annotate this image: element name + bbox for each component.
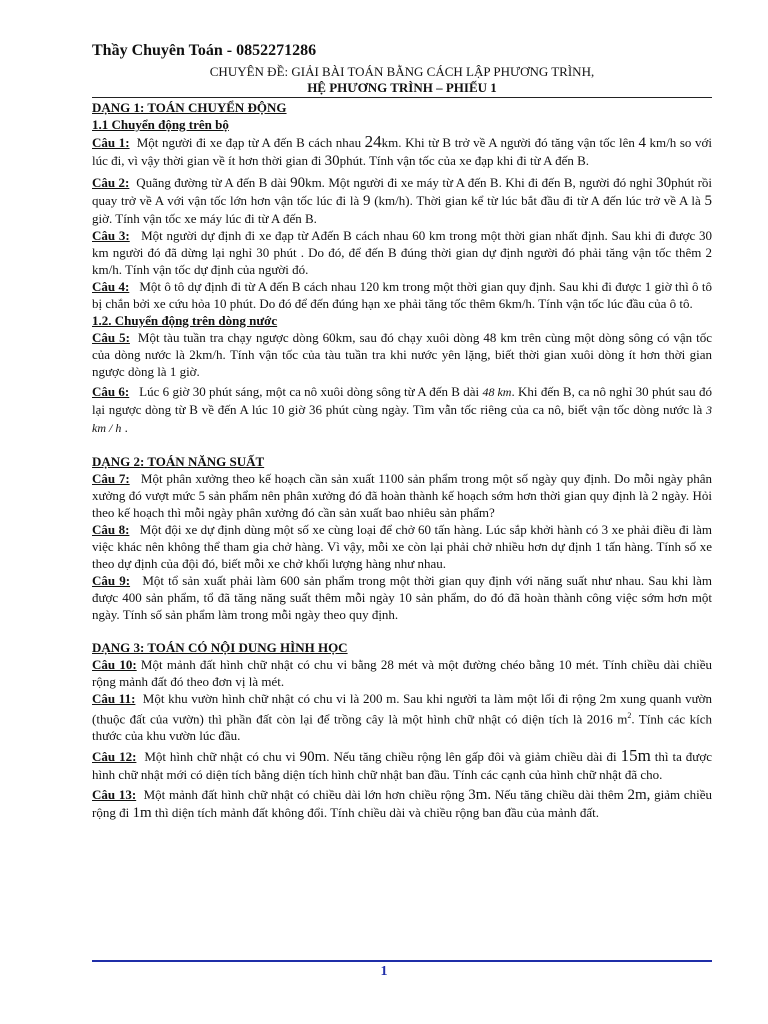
author-line: Thầy Chuyên Toán - 0852271286 xyxy=(92,42,317,59)
section-heading-2: DẠNG 2: TOÁN NĂNG SUẤT xyxy=(92,454,265,469)
question-10: Câu 10: Một mảnh đất hình chữ nhật có chu vi bằng 28 mét và một đường chéo bằng 10 mét. Tính chiều dài chiều rộng mảnh đất đó theo đơn vị là mét. xyxy=(92,657,713,689)
question-12: Câu 12: Một hình chữ nhật có chu vi 90m. Nếu tăng chiều rộng lên gấp đôi và giảm chiều dài đi 15m thì ta được hình chữ nhật mới có diện tích bằng diện tích hình chữ nhật ban đầu. Tính các cạnh của hình chữ nhật đã cho. xyxy=(92,746,712,783)
question-9: Câu 9: Một tổ sản xuất phải làm 600 sản phẩm trong một thời gian quy định với năng suất như nhau. Sau khi làm được 400 sản phẩm, tổ đã tăng năng suất thêm mỗi ngày 10 sản phẩm, do đó đã hoàn thành công việc sớm hơn một ngày. Tính số sản phẩm làm trong mỗi ngày theo quy định. xyxy=(92,573,713,622)
page-number: 1 xyxy=(380,964,388,979)
question-label: Câu 1: xyxy=(92,135,130,150)
question-label: Câu 7: xyxy=(92,471,130,486)
question-label: Câu 2: xyxy=(92,175,130,190)
question-1: Câu 1: Một người đi xe đạp từ A đến B cách nhau 24km. Khi từ B trở về A người đó tăng vận tốc lên 4 km/h so với lúc đi, vì vậy thời gian về ít hơn thời gian đi 30phút. Tính vận tốc của xe đạp khi đi từ A đến B. xyxy=(92,132,712,169)
document-body xyxy=(92,99,712,822)
question-4: Câu 4: Một ô tô dự định đi từ A đến B cách nhau 120 km trong một thời gian quy định. Sau khi đi được 1 giờ thì ô tô bị chắn bởi xe cứu hỏa 10 phút. Do đó để đến đúng hạn xe phải tăng tốc thêm 6km/h. Tính vận tốc lúc đầu của ô tô. xyxy=(92,279,712,311)
header-divider xyxy=(92,97,712,98)
subsection-heading-1-1: 1.1 Chuyển động trên bộ xyxy=(92,117,229,132)
question-6: Câu 6: Lúc 6 giờ 30 phút sáng, một ca nô xuôi dòng sông từ A đến B dài 48 km. Khi đến B, ca nô nghỉ 30 phút sau đó lại ngược dòng từ B về đến A lúc 10 giờ 36 phút cùng ngày. Tìm vẫn tốc riêng của ca nô, biết vận tốc dòng nước là 3 km / h . xyxy=(92,384,712,435)
question-3: Câu 3: Một người dự định đi xe đạp từ Ađến B cách nhau 60 km trong một thời gian nhất định. Sau khi đi được 30 km người đó đã dừng lại nghỉ 30 phút . Do đó, để đến B đúng thời gian dự định người đó phải tăng vận tốc thêm 2 km/h. Tính vận tốc dự định của người đó. xyxy=(92,228,713,277)
question-label: Câu 3: xyxy=(92,228,130,243)
question-label: Câu 10: xyxy=(92,657,137,672)
question-5: Câu 5: Một tàu tuần tra chạy ngược dòng 60km, sau đó chạy xuôi dòng 48 km trên cùng một dòng sông có vận tốc của dòng nước là 2km/h. Tính vận tốc của tàu tuần tra khi nước yên lặng, biết thời gian xuôi dòng ít hơn thời gian ngược dòng là 1 giờ. xyxy=(92,330,712,379)
section-heading-1: DẠNG 1: TOÁN CHUYỂN ĐỘNG xyxy=(92,100,287,115)
question-7: Câu 7: Một phân xưởng theo kế hoạch cần sản xuất 1100 sản phẩm trong một số ngày quy định. Do mỗi ngày phân xưởng đó vượt mức 5 sản phẩm nên phân xưởng đó đã hoàn thành kế hoạch sớm hơn thời gian quy định là 2 ngày. Hỏi theo kế hoạch thì mỗi ngày phân xưởng đó cần sản xuất bao nhiêu sản phẩm? xyxy=(92,471,713,520)
question-label: Câu 6: xyxy=(92,384,130,399)
question-8: Câu 8: Một đội xe dự định dùng một số xe cùng loại để chở 60 tấn hàng. Lúc sắp khởi hành có 3 xe phải điều đi làm việc khác nên không thể tham gia chở hàng. Vì vậy, mỗi xe còn lại phải chở nhiều hơn dự định 1 tấn hàng. Tính số xe theo dự định của đội đó, biết mỗi xe chở khối lượng hàng như nhau. xyxy=(92,522,713,571)
question-13: Câu 13: Một mảnh đất hình chữ nhật có chiều dài lớn hơn chiều rộng 3m. Nếu tăng chiều dài thêm 2m, giảm chiều rộng đi 1m thì diện tích mảnh đất không đổi. Tính chiều dài và chiều rộng ban đầu của mảnh đất. xyxy=(92,787,713,822)
question-2: Câu 2: Quãng đường từ A đến B dài 90km. Một người đi xe máy từ A đến B. Khi đi đến B, người đó nghỉ 30phút rồi quay trở về A với vận tốc lớn hơn vận tốc lúc đi là 9 (km/h). Thời gian kể từ lúc bắt đầu đi từ A đến lúc trở về A là 5 giờ. Tính vận tốc xe máy lúc đi từ A đến B. xyxy=(92,175,713,226)
document-title-line1: CHUYÊN ĐỀ: GIẢI BÀI TOÁN BẰNG CÁCH LẬP PHƯƠNG TRÌNH, xyxy=(209,64,595,79)
question-label: Câu 4: xyxy=(92,279,130,294)
subsection-heading-1-2: 1.2. Chuyển động trên dòng nước xyxy=(92,313,278,328)
question-label: Câu 11: xyxy=(92,691,136,706)
question-label: Câu 12: xyxy=(92,749,137,765)
section-heading-3: DẠNG 3: TOÁN CÓ NỘI DUNG HÌNH HỌC xyxy=(92,640,348,655)
question-11: Câu 11: Một khu vườn hình chữ nhật có chu vi là 200 m. Sau khi người ta làm một lối đi rộng 2m xung quanh vườn (thuộc đất của vườn) thì phần đất còn lại để trồng cây là một hình chữ nhật có diện tích là 2016 $m^2$. Tính các kích thước của khu vườn lúc đầu. xyxy=(92,691,713,744)
document-title-line2: HỆ PHƯƠNG TRÌNH – PHIẾU 1 xyxy=(307,80,497,95)
question-label: Câu 9: xyxy=(92,573,131,588)
question-label: Câu 13: xyxy=(92,787,137,803)
footer-divider xyxy=(92,960,712,962)
question-label: Câu 5: xyxy=(92,330,130,345)
question-label: Câu 8: xyxy=(92,522,130,537)
